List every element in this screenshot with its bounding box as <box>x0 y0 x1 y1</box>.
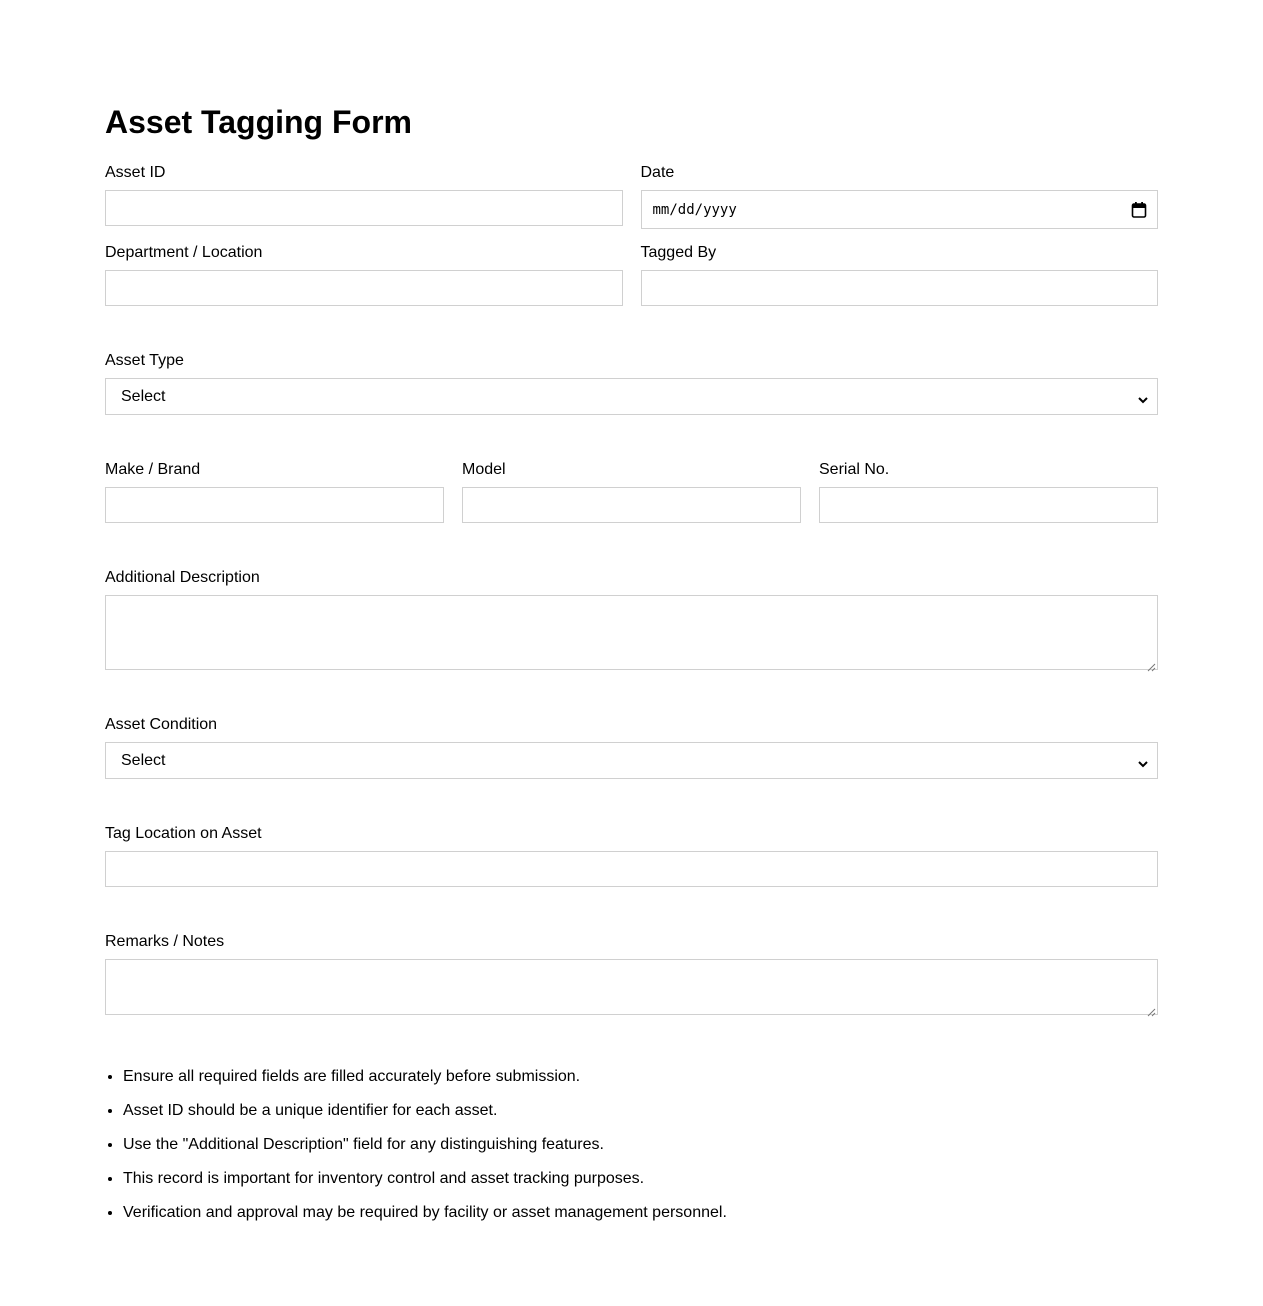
date-input[interactable] <box>641 190 1159 229</box>
tag-location-label: Tag Location on Asset <box>105 825 262 842</box>
list-item: • Ensure all required fields are filled accurately before submission. <box>123 1068 1158 1086</box>
make-brand-group <box>105 461 444 523</box>
tagged-by-input[interactable] <box>641 270 1159 306</box>
tag-location-group <box>105 825 1158 887</box>
asset-type-selected: Select <box>121 387 166 405</box>
remarks-group <box>105 933 1158 1015</box>
additional-description-group <box>105 569 1158 670</box>
resize-grip-icon[interactable] <box>1147 1004 1156 1013</box>
list-item: • This record is important for inventory control and asset tracking purposes. <box>123 1170 1158 1188</box>
asset-id-input[interactable] <box>105 190 623 226</box>
calendar-icon[interactable] <box>1131 201 1147 219</box>
list-item: • Verification and approval may be required by facility or asset management personnel. <box>123 1204 1158 1222</box>
date-label: Date <box>640 164 675 181</box>
make-brand-input[interactable] <box>105 487 444 523</box>
asset-condition-selected: Select <box>121 751 166 769</box>
model-label: Model <box>462 461 506 478</box>
make-brand-label: Make / Brand <box>105 461 201 478</box>
department-location-group <box>105 244 623 306</box>
resize-grip-icon[interactable] <box>1147 659 1156 668</box>
model-group <box>462 461 801 523</box>
asset-type-select[interactable] <box>105 378 1158 415</box>
remarks-label: Remarks / Notes <box>105 933 225 950</box>
remarks-textarea[interactable] <box>105 959 1158 1015</box>
row-department-tagged-by <box>105 244 1158 306</box>
asset-id-label: Asset ID <box>105 164 166 181</box>
chevron-down-icon <box>1137 756 1149 766</box>
asset-type-label: Asset Type <box>105 352 184 369</box>
asset-type-group <box>105 352 1158 415</box>
tagged-by-group <box>641 244 1159 306</box>
list-item: • Use the "Additional Description" field for any distinguishing features. <box>123 1136 1158 1154</box>
notes-list <box>105 1068 1158 1222</box>
date-placeholder: mm/dd/yyyy <box>652 201 737 218</box>
model-input[interactable] <box>462 487 801 523</box>
additional-description-label: Additional Description <box>105 569 260 586</box>
tag-location-input[interactable] <box>105 851 1158 887</box>
asset-id-group <box>105 164 623 229</box>
row-make-model-serial <box>105 461 1158 523</box>
list-item: • Asset ID should be a unique identifier for each asset. <box>123 1102 1158 1120</box>
asset-condition-select[interactable] <box>105 742 1158 779</box>
tagged-by-label: Tagged By <box>640 244 717 261</box>
chevron-down-icon <box>1137 392 1149 402</box>
date-group <box>641 164 1159 229</box>
page-title: Asset Tagging Form <box>105 104 412 140</box>
department-location-input[interactable] <box>105 270 623 306</box>
serial-no-label: Serial No. <box>819 461 890 478</box>
asset-condition-group <box>105 716 1158 779</box>
serial-no-input[interactable] <box>819 487 1158 523</box>
serial-no-group <box>819 461 1158 523</box>
asset-condition-label: Asset Condition <box>105 716 218 733</box>
row-asset-id-date <box>105 164 1158 229</box>
asset-tagging-form <box>105 100 1158 1238</box>
department-location-label: Department / Location <box>105 244 263 261</box>
additional-description-textarea[interactable] <box>105 595 1158 670</box>
